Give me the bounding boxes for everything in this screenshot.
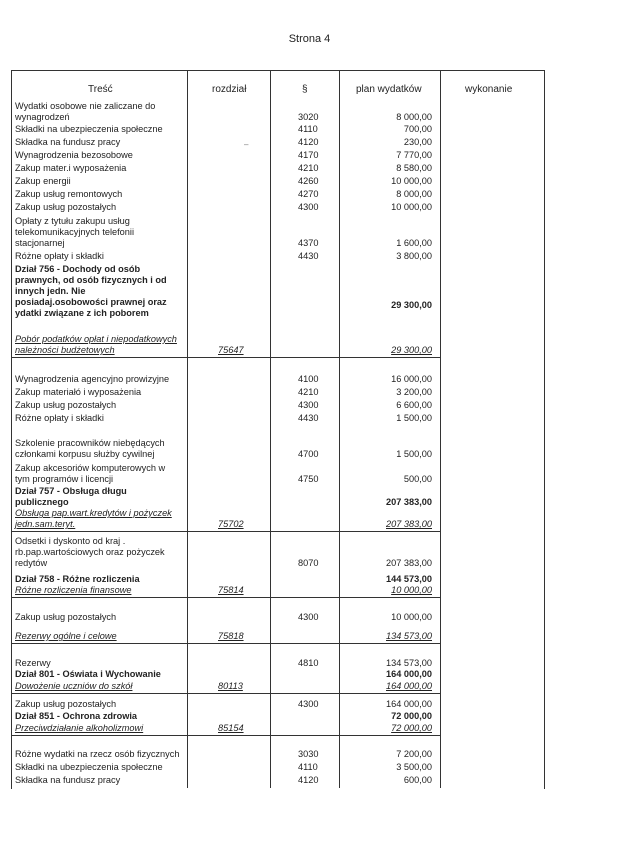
row-plan-value: 3 500,00 [396,762,432,772]
row-description-line: Opłaty z tytułu zakupu usług [15,216,130,226]
row-plan-value: 500,00 [403,474,432,484]
row-paragraf: 4110 [298,124,318,134]
row-plan-value: 3 800,00 [396,251,432,261]
row-paragraf: 4370 [298,238,319,248]
row-rozdzial: 75818 [218,631,244,641]
row-plan-value: 16 000,00 [391,374,432,384]
row-paragraf: 4300 [298,400,319,410]
row-plan-value: 29 300,00 [391,300,432,310]
row-description-line: Wydatki osobowe nie zaliczane do [15,101,156,111]
row-plan-value: 72 000,00 [391,711,432,721]
row-plan-value: 207 383,00 [386,558,432,568]
row-description-line: Dział 756 - Dochody od osób [15,264,141,274]
row-paragraf: 4430 [298,413,319,423]
row-plan-value: 10 000,00 [391,612,432,622]
row-paragraf: 4750 [298,474,319,484]
row-paragraf: 4120 [298,137,319,147]
row-description-line: Zakup usług remontowych [15,189,123,199]
row-description-line: Odsetki i dyskonto od kraj . [15,536,126,546]
row-plan-value: 207 383,00 [386,519,432,529]
row-plan-value: 72 000,00 [391,723,432,733]
row-paragraf: 4260 [298,176,319,186]
row-description-line: Składka na fundusz pracy [15,775,121,785]
row-paragraf: 4170 [298,150,319,160]
row-description-line: Różne opłaty i składki [15,413,104,423]
row-plan-value: 7 200,00 [396,749,432,759]
scan-mark: – [244,140,249,149]
row-underline [12,531,441,532]
row-description-line: Zakup usług pozostałych [15,612,117,622]
row-plan-value: 230,00 [403,137,432,147]
row-description-line: Rezerwy ogólne i celowe [15,631,117,641]
row-rozdzial: 85154 [218,723,244,733]
row-description-line: stacjonarnej [15,238,65,248]
header-tresc: Treść [88,84,113,95]
row-description-line: innych jedn. Nie [15,286,86,296]
row-paragraf: 4270 [298,189,319,199]
row-rozdzial: 75647 [218,345,244,355]
row-description-line: redytów [15,558,48,568]
row-description-line: należności budżetowych [15,345,115,355]
row-paragraf: 4300 [298,612,319,622]
row-description-line: Zakup usług pozostałych [15,699,117,709]
row-plan-value: 144 573,00 [386,574,432,584]
header-plan: plan wydatków [356,84,422,95]
row-plan-value: 164 000,00 [386,699,432,709]
row-underline [12,693,441,694]
row-description-line: tym programów i licencji [15,474,114,484]
row-paragraf: 4300 [298,202,319,212]
row-underline [12,735,441,736]
row-plan-value: 1 600,00 [396,238,432,248]
row-description-line: jedn.sam.teryt. [15,519,76,529]
row-plan-value: 1 500,00 [396,449,432,459]
row-plan-value: 700,00 [403,124,432,134]
row-plan-value: 134 573,00 [386,631,432,641]
row-description-line: Zakup mater.i wyposażenia [15,163,127,173]
row-plan-value: 10 000,00 [391,176,432,186]
row-description-line: Dział 801 - Oświata i Wychowanie [15,669,161,679]
row-description-line: Pobór podatków opłat i niepodatkowych [15,334,177,344]
row-description-line: Dział 851 - Ochrona zdrowia [15,711,138,721]
row-plan-value: 8 000,00 [396,112,432,122]
row-plan-value: 29 300,00 [391,345,432,355]
row-underline [12,357,441,358]
row-paragraf: 4210 [298,163,319,173]
row-plan-value: 164 000,00 [386,681,432,691]
row-description-line: publicznego [15,497,69,507]
row-plan-value: 3 200,00 [396,387,432,397]
row-description-line: posiadaj.osobowości prawnej oraz [15,297,167,307]
row-plan-value: 6 600,00 [396,400,432,410]
row-description-line: wynagrodzeń [15,112,70,122]
row-description-line: Zakup akcesoriów komputerowych w [15,463,166,473]
row-paragraf: 4110 [298,762,318,772]
row-paragraf: 4700 [298,449,319,459]
row-plan-value: 164 000,00 [386,669,432,679]
row-description-line: Zakup energii [15,176,71,186]
row-description-line: prawnych, od osób fizycznych i od [15,275,167,285]
row-description-line: Wynagrodzenia agencyjno prowizyjne [15,374,170,384]
row-description-line: Zakup usług pozostałych [15,400,117,410]
row-description-line: ydatki związane z ich poborem [15,308,149,318]
row-paragraf: 4430 [298,251,319,261]
row-description-line: Szkolenie pracowników niebędących [15,438,165,448]
column-divider [440,70,441,788]
row-description-line: Różne wydatki na rzecz osób fizycznych [15,749,180,759]
row-plan-value: 10 000,00 [391,202,432,212]
row-description-line: telekomunikacyjnych telefonii [15,227,134,237]
row-description-line: Dowożenie uczniów do szkół [15,681,133,691]
row-description-line: Różne opłaty i składki [15,251,104,261]
row-rozdzial: 75814 [218,585,244,595]
row-paragraf: 4100 [298,374,319,384]
row-plan-value: 10 000,00 [391,585,432,595]
row-paragraf: 3020 [298,112,319,122]
row-description-line: Różne rozliczenia finansowe [15,585,132,595]
row-plan-value: 600,00 [403,775,432,785]
row-plan-value: 8 000,00 [396,189,432,199]
column-divider [187,70,188,788]
row-rozdzial: 80113 [218,681,243,691]
row-description-line: Składki na ubezpieczenia społeczne [15,124,163,134]
row-description-line: Dział 757 - Obsługa długu [15,486,127,496]
column-divider [270,70,271,788]
row-plan-value: 7 770,00 [396,150,432,160]
row-description-line: Obsługa pap.wart.kredytów i pożyczek [15,508,172,518]
page-label: Strona 4 [288,33,331,45]
row-underline [12,643,441,644]
header-paragraf: § [302,84,308,95]
row-description-line: Zakup usług pozostałych [15,202,117,212]
row-plan-value: 8 580,00 [396,163,432,173]
row-paragraf: 8070 [298,558,319,568]
row-paragraf: 4810 [298,658,319,668]
row-description-line: Wynagrodzenia bezosobowe [15,150,133,160]
row-description-line: rb.pap.wartościowych oraz pożyczek [15,547,165,557]
row-rozdzial: 75702 [218,519,244,529]
row-description-line: członkami korpusu służby cywilnej [15,449,155,459]
row-description-line: Składki na ubezpieczenia społeczne [15,762,163,772]
row-paragraf: 4120 [298,775,319,785]
row-description-line: Zakup materiałó i wyposażenia [15,387,142,397]
row-paragraf: 4300 [298,699,319,709]
row-plan-value: 1 500,00 [396,413,432,423]
row-description-line: Składka na fundusz pracy [15,137,121,147]
row-description-line: Rezerwy [15,658,51,668]
row-underline [12,597,441,598]
header-rozdzial: rozdział [212,84,247,95]
row-paragraf: 4210 [298,387,319,397]
row-paragraf: 3030 [298,749,319,759]
row-description-line: Przeciwdziałanie alkoholizmowi [15,723,144,733]
row-plan-value: 134 573,00 [386,658,432,668]
row-plan-value: 207 383,00 [386,497,432,507]
header-wykonanie: wykonanie [465,84,513,95]
row-description-line: Dział 758 - Różne rozliczenia [15,574,140,584]
